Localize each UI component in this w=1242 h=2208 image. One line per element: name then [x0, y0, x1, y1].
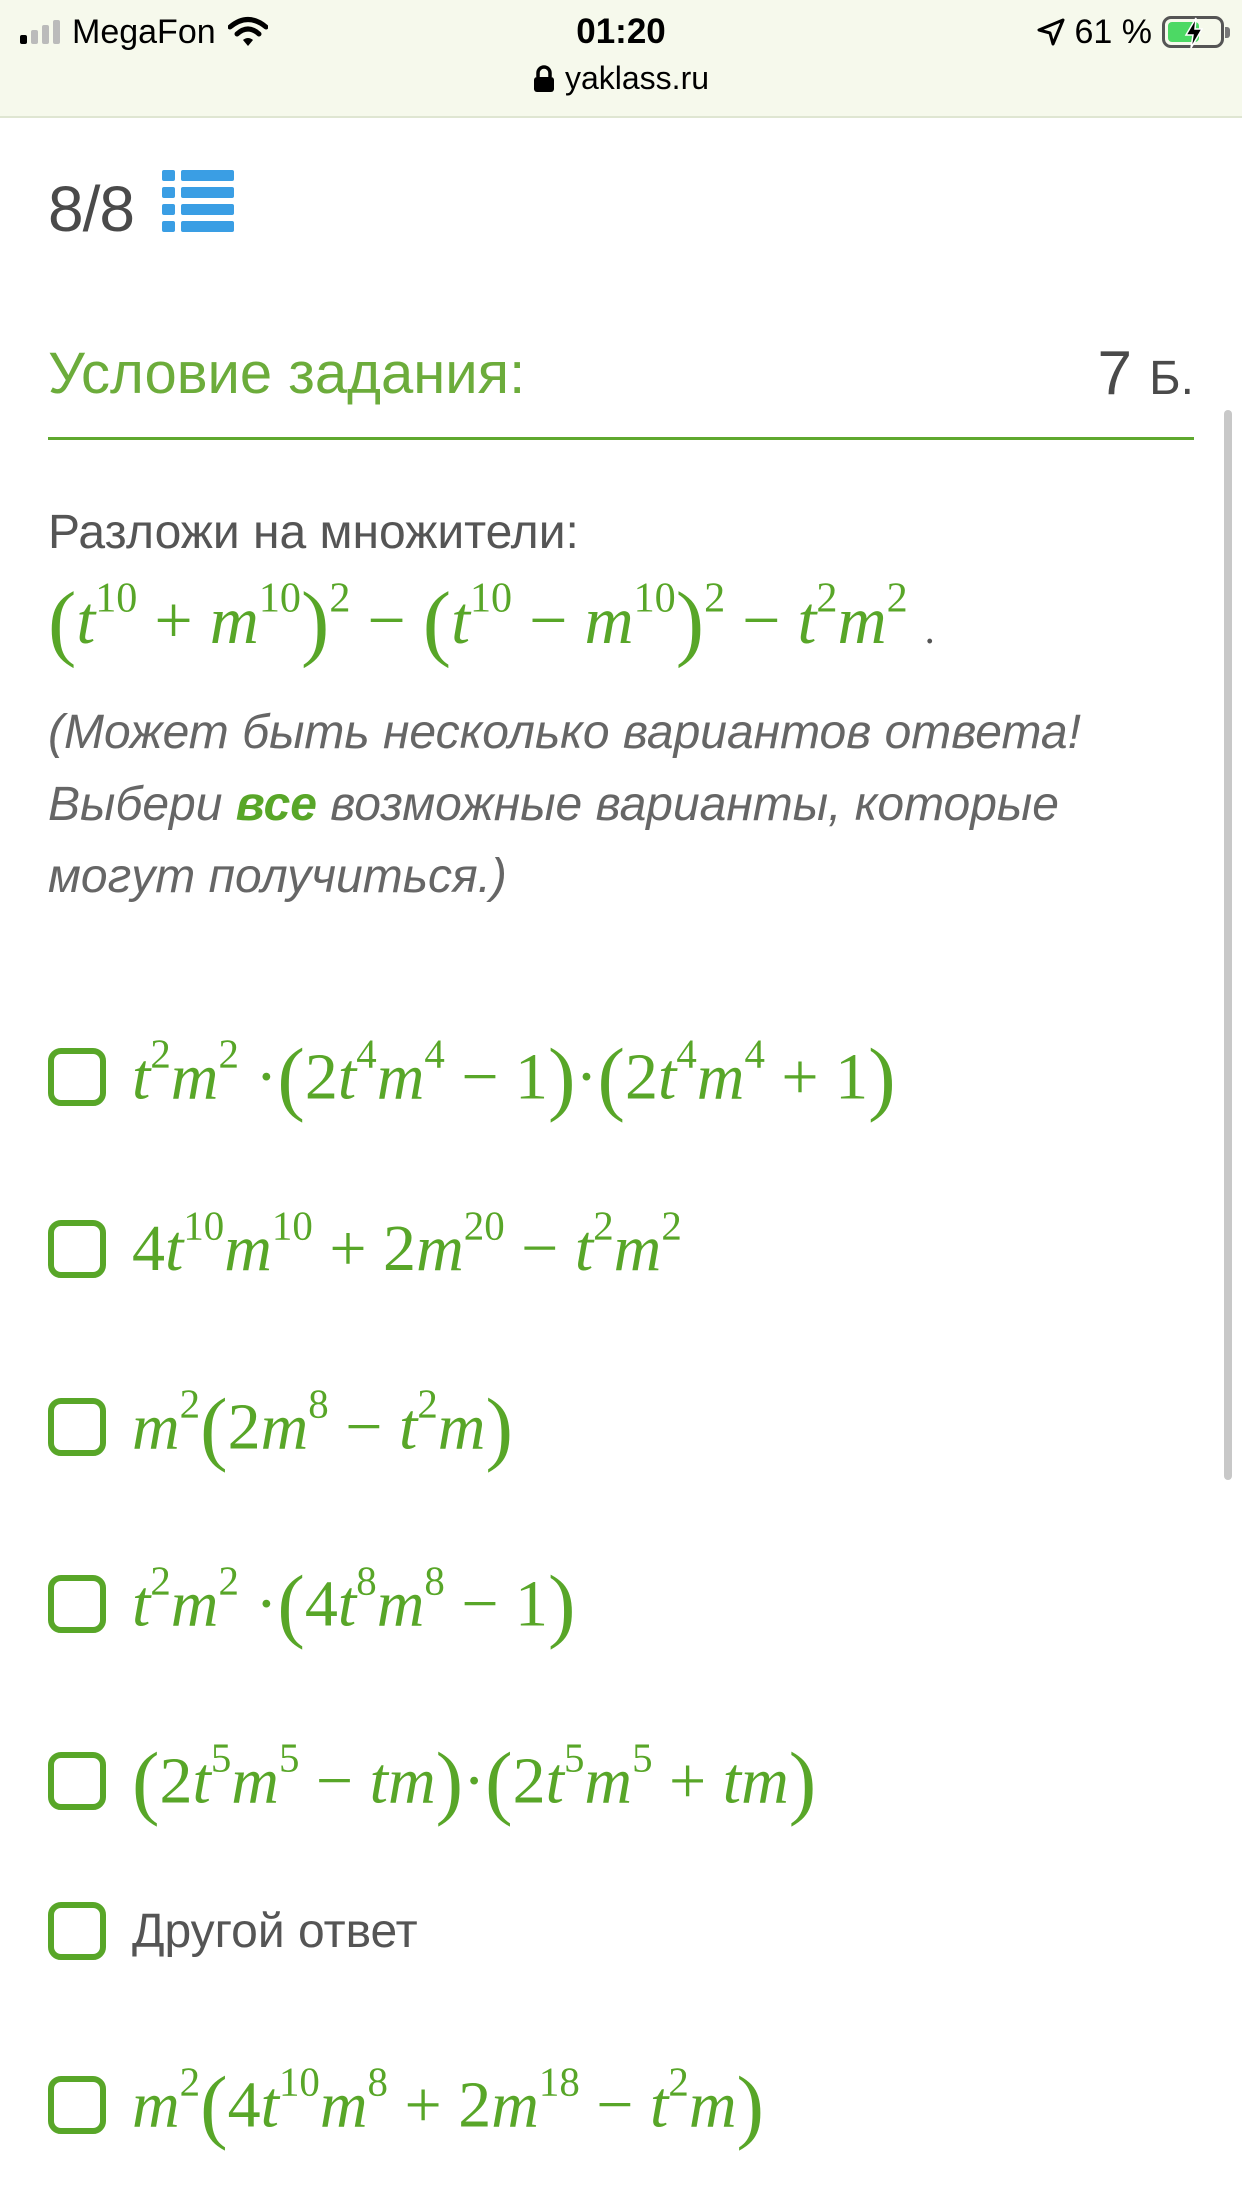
url-text: yaklass.ru: [564, 60, 710, 96]
task-expression: $(t^{10} + m^{10})^2 - (t^{10} - m^{10})^2 - t^2m^2$ .: [48, 574, 935, 669]
points-unit: Б.: [1149, 352, 1194, 405]
option-label: $(2t^5m^5 - tm)\cdot(2t^5m^5 + tm)$: [132, 1735, 817, 1827]
option-checkbox[interactable]: [48, 1220, 106, 1278]
answer-option[interactable]: [48, 1381, 513, 1473]
points-badge: [1097, 338, 1194, 409]
clock: 01:20: [576, 12, 666, 51]
lock-icon: [533, 65, 555, 93]
note-after: возможные варианты, которые могут получиться.): [48, 778, 1059, 903]
url-bar[interactable]: [0, 60, 1242, 97]
status-right: [1037, 12, 1225, 52]
option-checkbox[interactable]: [48, 1575, 106, 1633]
page-scrollbar[interactable]: [1224, 410, 1232, 1480]
status-bar: [0, 0, 1242, 118]
answer-option[interactable]: [48, 1902, 418, 1960]
battery-percent: 61 %: [1074, 12, 1152, 51]
option-label: Другой ответ: [132, 1904, 418, 1958]
carrier-name: MegaFon: [72, 12, 216, 51]
option-checkbox[interactable]: [48, 1048, 106, 1106]
option-label: $t^2m^2 \cdot(4t^8m^8 - 1)$: [132, 1558, 576, 1650]
answer-option[interactable]: [48, 1735, 817, 1827]
answer-option[interactable]: [48, 1031, 896, 1123]
points-value: 7: [1097, 339, 1132, 408]
option-label: $m^2(4t^{10}m^8 + 2m^{18} - t^2m)$: [132, 2059, 764, 2151]
option-checkbox[interactable]: [48, 1902, 106, 1960]
option-label: $t^2m^2 \cdot(2t^4m^4 - 1)\cdot(2t^4m^4 + 1)$: [132, 1031, 896, 1123]
list-icon[interactable]: [162, 168, 234, 249]
progress-current: 8: [48, 172, 83, 245]
answer-option[interactable]: [48, 1558, 576, 1650]
progress-total: 8: [99, 172, 134, 245]
note-before: (Может быть несколько вариантов ответа! Выбери: [48, 706, 1081, 831]
option-checkbox[interactable]: [48, 1398, 106, 1456]
answer-option[interactable]: [48, 1203, 682, 1287]
battery-charging-icon: [1162, 16, 1224, 48]
option-checkbox[interactable]: [48, 1752, 106, 1810]
bolt-icon: [1183, 17, 1205, 49]
task-prompt: Разложи на множители:: [48, 506, 579, 559]
condition-title: Условие задания:: [48, 341, 526, 406]
location-arrow-icon: [1037, 18, 1065, 46]
task-note: [48, 697, 1188, 913]
option-checkbox[interactable]: [48, 2076, 106, 2134]
condition-header: [48, 340, 1194, 440]
question-progress: [48, 168, 234, 249]
note-bold: все: [235, 778, 317, 831]
option-label: $4t^{10}m^{10} + 2m^{20} - t^2m^2$: [132, 1203, 682, 1285]
answer-option[interactable]: [48, 2059, 764, 2151]
option-label: $m^2(2m^8 - t^2m)$: [132, 1381, 513, 1473]
progress-slash: /: [82, 172, 100, 245]
